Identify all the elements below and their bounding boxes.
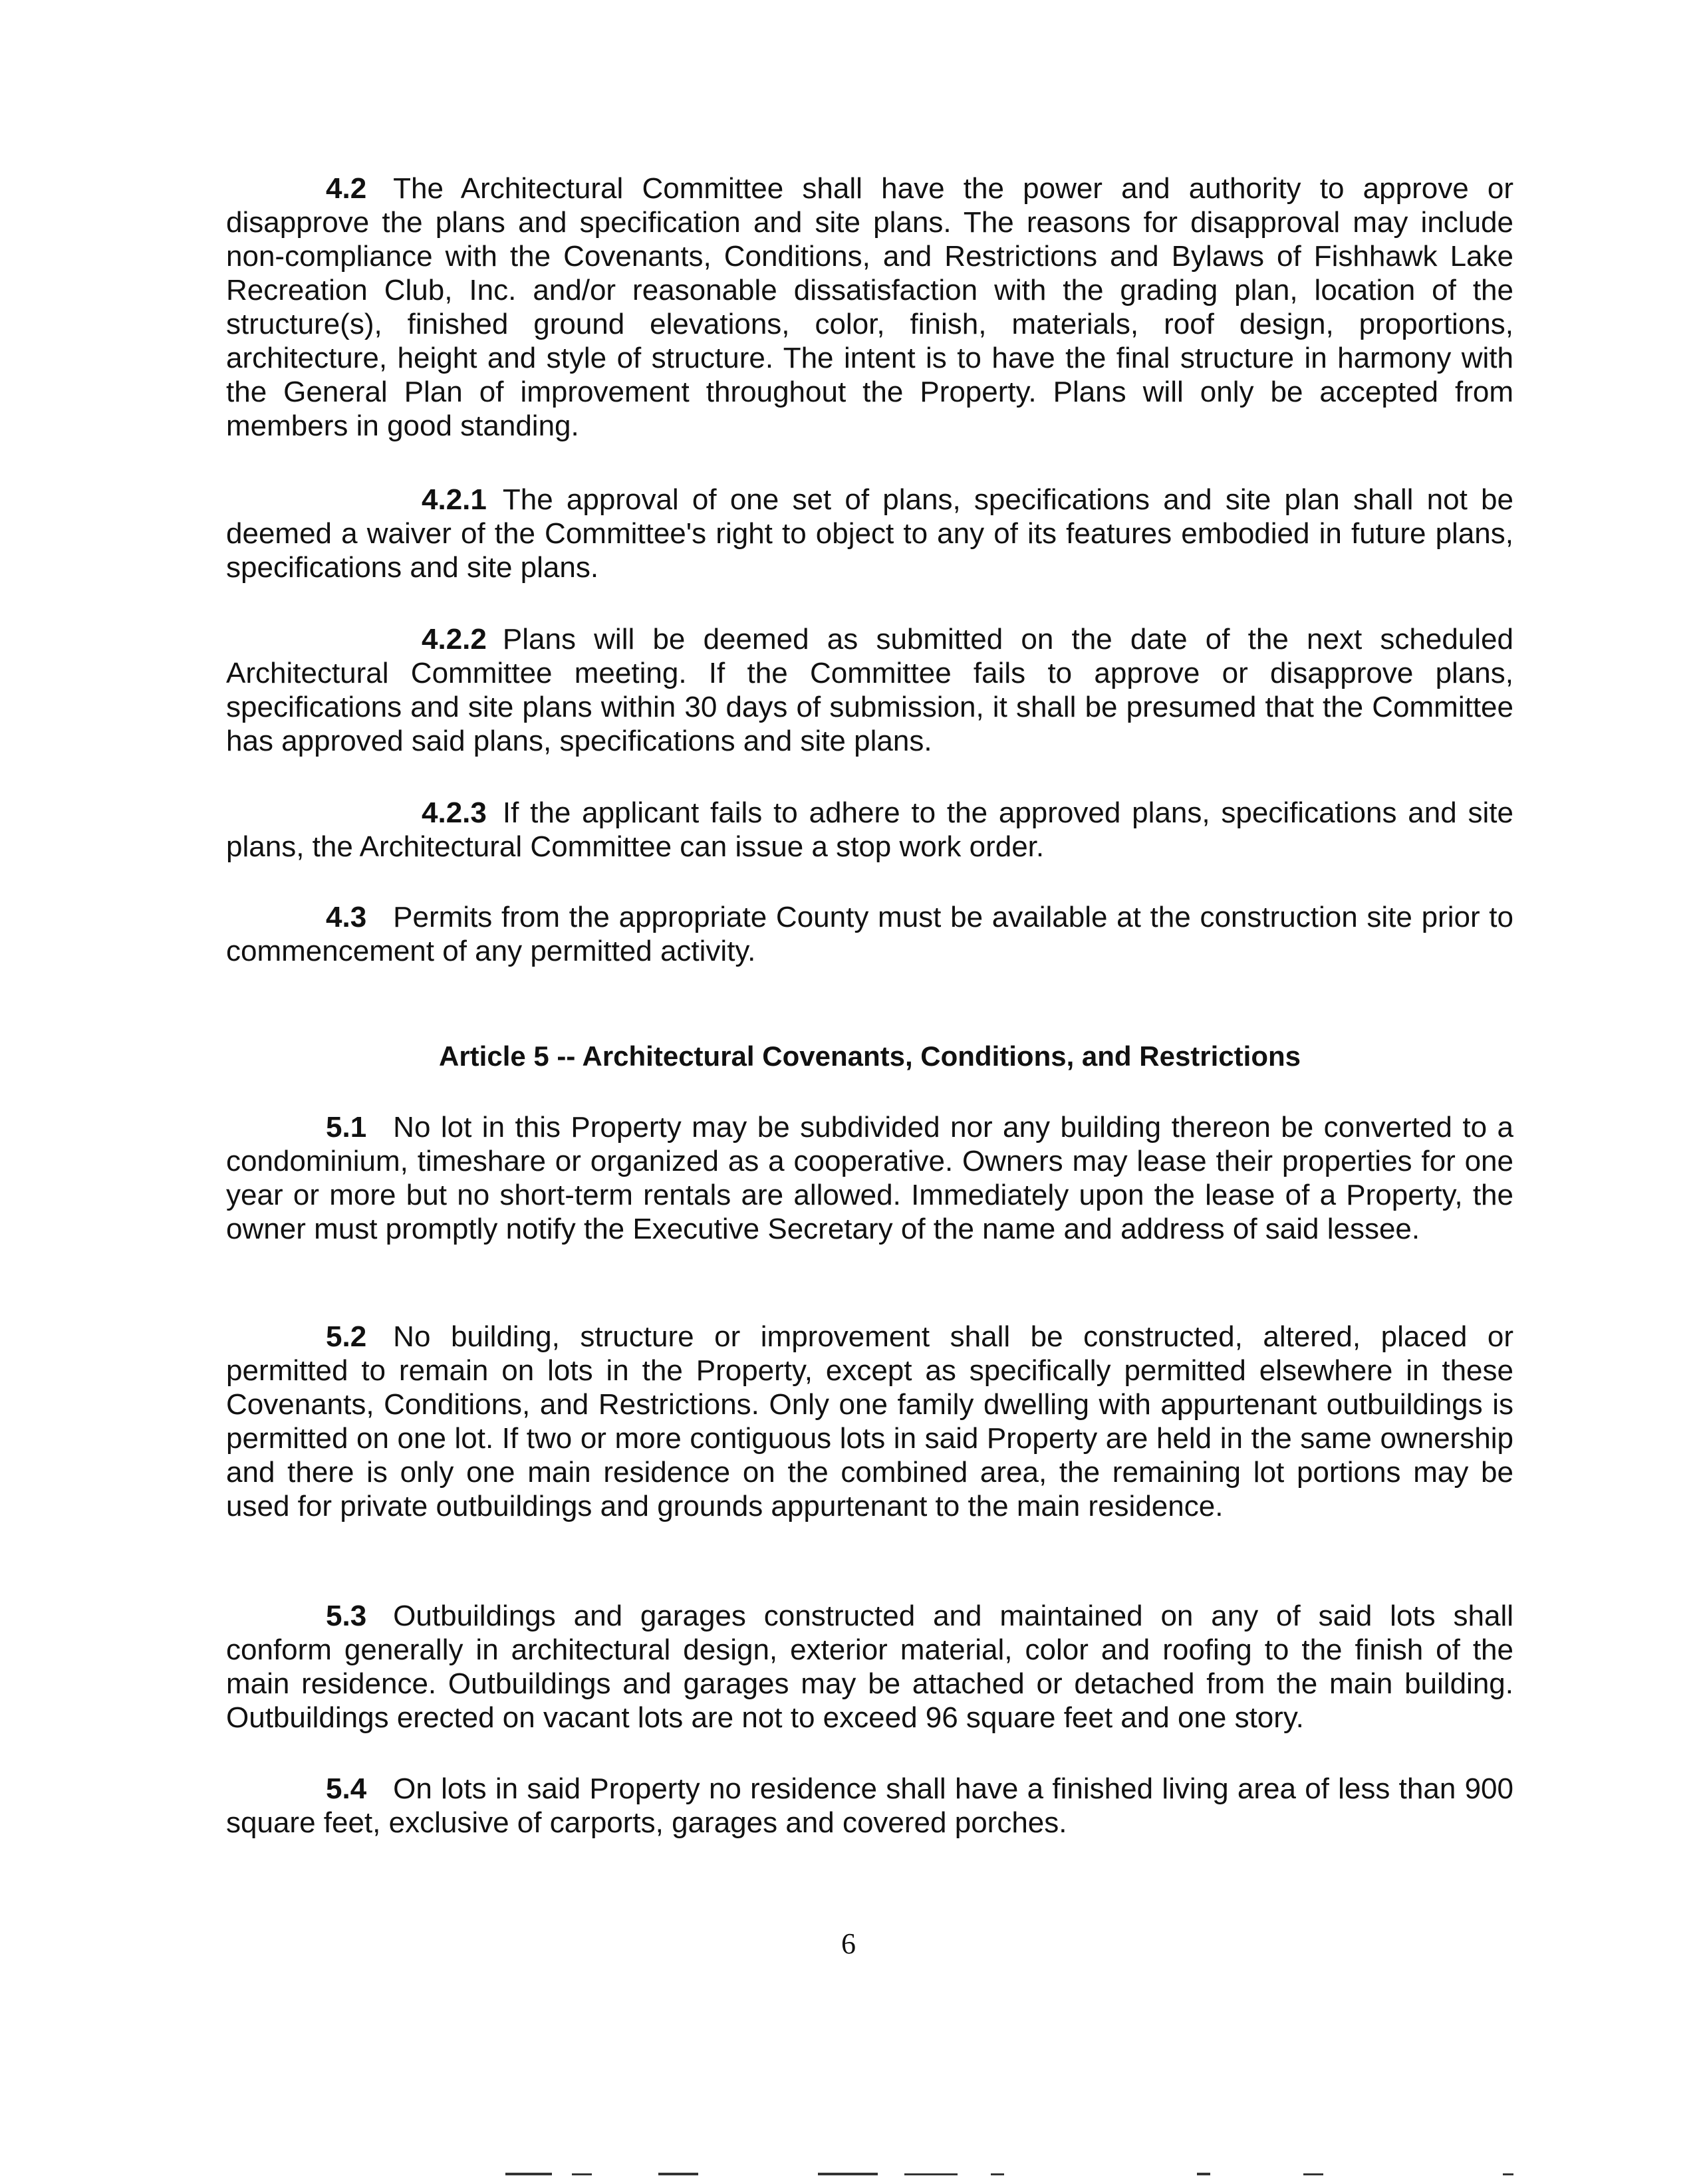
paragraph-4-2 (226, 172, 1513, 443)
paragraph-text: Outbuildings and garages constructed and maintained on any of said lots shall conform generally in architectural design, exterior material, color and roofing to the finish of the main residence. Outbuildings and garages may be attached or detached from the main building. Outbuildings erected on vacant lots are not to exceed 96 square feet and one story. (226, 1600, 1513, 1734)
section-number: 4.2.2 (422, 623, 487, 656)
paragraph-4-2-3 (226, 796, 1513, 864)
paragraph-4-2-1 (226, 483, 1513, 584)
section-number: 4.2 (326, 172, 367, 205)
paragraph-text: Permits from the appropriate County must be available at the construction site prior to commencement of any permitted activity. (226, 901, 1513, 967)
section-number: 5.2 (326, 1320, 367, 1353)
paragraph-text: The approval of one set of plans, specifications and site plan shall not be deemed a waiver of the Committee's right to object to any of its features embodied in future plans, specifications and site plans. (226, 483, 1513, 584)
section-number: 5.1 (326, 1111, 367, 1144)
page-number: 6 (841, 1927, 856, 1960)
paragraph-text: No building, structure or improvement shall be constructed, altered, placed or permitted to remain on lots in the Property, except as specifically permitted elsewhere in these Covenants, Conditions, and Restrictions. Only one family dwelling with appurtenant outbuildings is permitted on one lot. If two or more contiguous lots in said Property are held in the same ownership and there is only one main residence on the combined area, the remaining lot portions may be used for private outbuildings and grounds appurtenant to the main residence. (226, 1320, 1513, 1522)
section-number: 4.2.3 (422, 796, 487, 829)
paragraph-5-4 (226, 1772, 1513, 1840)
section-number: 4.3 (326, 901, 367, 933)
paragraph-text: No lot in this Property may be subdivided nor any building thereon be converted to a condominium, timeshare or organized as a cooperative. Owners may lease their properties for one year or more but no short-term rentals are allowed. Immediately upon the lease of a Property, the owner must promptly notify the Executive Secretary of the name and address of said lessee. (226, 1111, 1513, 1245)
paragraph-5-1 (226, 1110, 1513, 1246)
paragraph-4-2-2 (226, 622, 1513, 758)
section-number: 5.3 (326, 1600, 367, 1632)
paragraph-text: If the applicant fails to adhere to the approved plans, specifications and site plans, the Architectural Committee can issue a stop work order. (226, 796, 1513, 863)
paragraph-text: On lots in said Property no residence shall have a finished living area of less than 900 square feet, exclusive of carports, garages and covered porches. (226, 1772, 1513, 1839)
paragraph-5-2 (226, 1320, 1513, 1523)
article-heading: Article 5 -- Architectural Covenants, Conditions, and Restrictions (439, 1040, 1301, 1072)
section-number: 4.2.1 (422, 483, 487, 516)
paragraph-text: Plans will be deemed as submitted on the date of the next scheduled Architectural Committee meeting. If the Committee fails to approve or disapprove plans, specifications and site plans within 30 days of submission, it shall be presumed that the Committee has approved said plans, specifications and site plans. (226, 623, 1513, 757)
paragraph-text: The Architectural Committee shall have the power and authority to approve or disapprove the plans and specification and site plans. The reasons for disapproval may include non-compliance with the Covenants, Conditions, and Restrictions and Bylaws of Fishhawk Lake Recreation Club, Inc. and/or reasonable dissatisfaction with the grading plan, location of the structure(s), finished ground elevations, color, finish, materials, roof design, proportions, architecture, height and style of structure. The intent is to have the final structure in harmony with the General Plan of improvement throughout the Property. Plans will only be accepted from members in good standing. (226, 172, 1513, 442)
paragraph-4-3 (226, 900, 1513, 968)
paragraph-5-3 (226, 1599, 1513, 1735)
section-number: 5.4 (326, 1772, 367, 1805)
